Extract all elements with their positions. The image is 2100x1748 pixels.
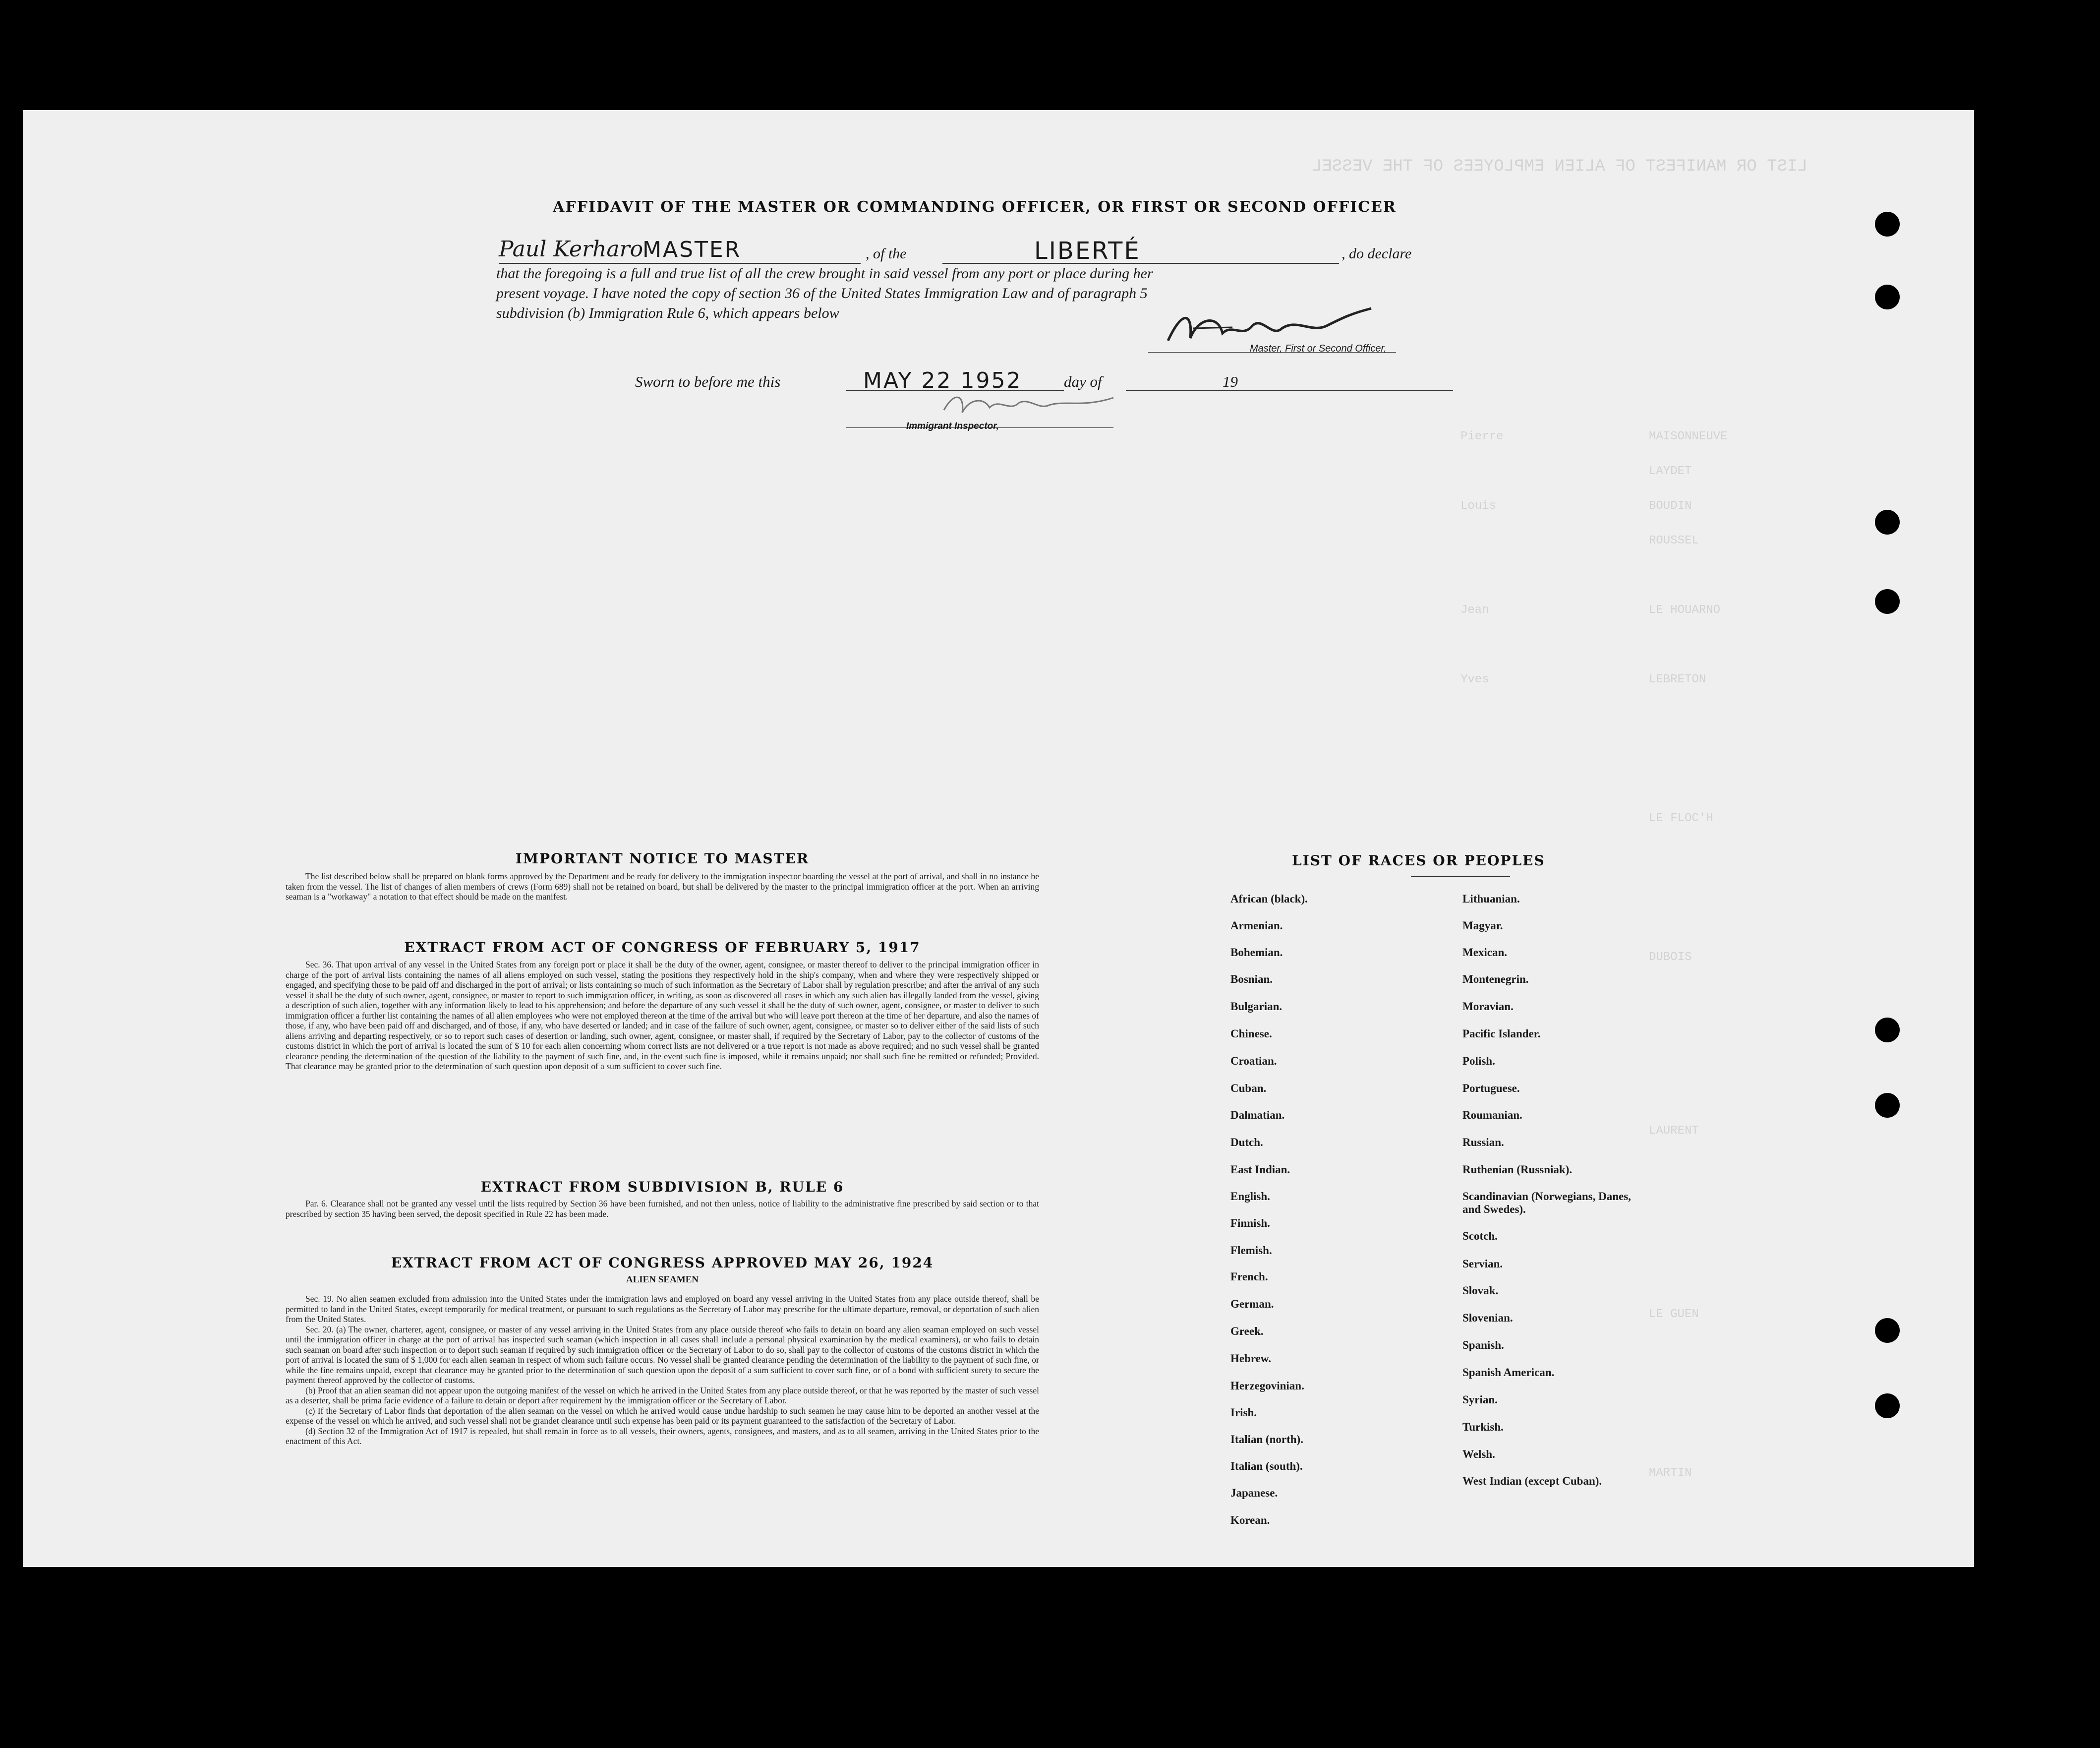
race-item: Dutch.: [1230, 1136, 1263, 1148]
race-item: French.: [1230, 1270, 1268, 1283]
affidavit-line-4: subdivision (b) Immigration Rule 6, which appears below: [496, 305, 839, 321]
sworn-date-stamp: MAY 22 1952: [863, 368, 1022, 393]
race-item: Bohemian.: [1230, 946, 1283, 959]
race-item: Dalmatian.: [1230, 1109, 1285, 1121]
race-item: Magyar.: [1462, 919, 1503, 932]
race-item: Finnish.: [1230, 1217, 1270, 1229]
punch-hole: [1875, 1018, 1900, 1042]
bleed-through-text: ROUSSEL: [1649, 534, 1699, 547]
race-item: Herzegovinian.: [1230, 1380, 1304, 1392]
affidavit-line-2: that the foregoing is a full and true list of all the crew brought in said vessel from any port or place during her: [496, 265, 1153, 282]
sworn-prefix: Sworn to before me this: [635, 373, 781, 390]
inspector-signature: [940, 385, 1118, 420]
race-item: Slovenian.: [1462, 1312, 1513, 1324]
race-item: West Indian (except Cuban).: [1462, 1475, 1602, 1487]
punch-hole: [1875, 1093, 1900, 1118]
race-item: Italian (north).: [1230, 1433, 1303, 1446]
extract-rule6-heading: EXTRACT FROM SUBDIVISION B, RULE 6: [480, 1179, 844, 1195]
year-prefix: 19: [1223, 373, 1238, 390]
year-line: [1240, 390, 1294, 391]
race-item: Montenegrin.: [1462, 973, 1529, 985]
race-item: Pacific Islander.: [1462, 1027, 1541, 1040]
races-heading: LIST OF RACES OR PEOPLES: [1292, 852, 1545, 869]
sec-20a: Sec. 20. (a) The owner, charterer, agent, consignee, or master of any vessel arriving in the United States from any place outside thereof who fails to detain on board any alien seaman employed on such vessel until the immigration officer in charge at the port of arrival has inspected such seaman (which inspection in all cases shall include a personal physical examination by the medical examiners), or who fails to detain such seaman on board after such inspection or to deport such seaman if required by such immigration officer or the Secretary of Labor to do so, shall pay to the collector of customs of the customs district in which the port of arrival is located the sum of $ 1,000 for each alien seaman in respect of whom such failure occurs. No vessel shall be granted clearance pending the determination of the liability to the payment of such fine, or while the fine remains unpaid, except that clearance may be granted prior to the determination of such question upon the deposit of a sum sufficient to cover such fine, or of a bond with sufficient surety to secure the payment thereof approved by the collector of customs.: [286, 1324, 1039, 1385]
punch-hole: [1875, 1318, 1900, 1343]
races-heading-rule: [1411, 876, 1510, 877]
punch-hole: [1875, 589, 1900, 614]
race-item: Moravian.: [1462, 1000, 1514, 1013]
race-item: English.: [1230, 1190, 1270, 1203]
punch-hole: [1875, 510, 1900, 535]
sec-20c: (c) If the Secretary of Labor finds that deportation of the alien seaman on the vessel on which he arrived would cause undue hardship to such seamen he may cause him to be deported an another vessel at the expense of the vessel on which he arrived, and such vessel shall not be grandet clearance until such expense has been paid or its payment guaranteed to the satisfaction of the Secretary of Labor.: [286, 1405, 1039, 1426]
bleed-through-text: LIST OR MANIFEST OF ALIEN EMPLOYEES OF THE VESSEL: [1312, 157, 1808, 176]
sec-19: Sec. 19. No alien seamen excluded from admission into the United States under the immigration laws and employed on board any vessel arriving in the United States from any place outside thereof, shall be permitted to land in the United States, except temporarily for medical treatment, or pursuant to such regulations as the Secretary of Labor may prescribe for the ultimate departure, removal, or deportation of such alien from the United States.: [286, 1294, 1039, 1324]
bleed-through-text: BOUDIN: [1649, 499, 1692, 513]
race-item: Armenian.: [1230, 919, 1283, 932]
race-item: Roumanian.: [1462, 1109, 1522, 1121]
bleed-through-text: Jean: [1460, 603, 1489, 617]
master-caption: Master, First or Second Officer,: [1250, 343, 1387, 354]
race-item: Flemish.: [1230, 1244, 1272, 1257]
master-title: MASTER: [642, 237, 742, 262]
do-declare-label: , do declare: [1342, 245, 1412, 262]
bleed-through-text: LAURENT: [1649, 1124, 1699, 1138]
race-item: Spanish American.: [1462, 1366, 1555, 1379]
bleed-through-text: LE FLOC'H: [1649, 812, 1713, 825]
punch-hole: [1875, 285, 1900, 309]
race-item: Slovak.: [1462, 1284, 1499, 1297]
affidavit-heading: AFFIDAVIT OF THE MASTER OR COMMANDING OFFICER, OR FIRST OR SECOND OFFICER: [553, 198, 1397, 216]
race-item: Greek.: [1230, 1325, 1264, 1337]
race-item: Croatian.: [1230, 1055, 1277, 1067]
race-item: Chinese.: [1230, 1027, 1272, 1040]
vessel-name: LIBERTÉ: [1034, 237, 1141, 265]
bleed-through-text: Pierre: [1460, 430, 1504, 443]
race-item: Korean.: [1230, 1514, 1270, 1526]
race-item: Ruthenian (Russniak).: [1462, 1163, 1573, 1176]
extract-1924-body: [286, 1294, 1039, 1447]
race-item: Hebrew.: [1230, 1352, 1271, 1365]
extract-1924-heading: EXTRACT FROM ACT OF CONGRESS APPROVED MAY 26, 1924: [391, 1255, 934, 1271]
sec-20b: (b) Proof that an alien seaman did not appear upon the outgoing manifest of the vessel on which he arrived in the United States from any place outside thereof, or that he was reported by the master of such vessel as a deserter, shall be prima facie evidence of a failure to detain or deport after requirement by the immigration officer or the Secretary of Labor.: [286, 1385, 1039, 1405]
extract-1917-body: Sec. 36. That upon arrival of any vessel in the United States from any foreign port or place it shall be the duty of the owner, agent, consignee, or master thereof to deliver to the principal immigration officer in charge of the port of arrival lists containing the names of all aliens employed on such vessel, stating the positions they respectively hold in the ship's company, when and where they were respectively shipped or engaged, and specifying those to be paid off and discharged in the port of arrival; or lists containing so much of such information as the Secretary of Labor shall by regulation prescribe; and after the arrival of any such vessel it shall be the duty of such owner, agent, consignee, or master to report to such immigration officer, in writing, as soon as discovered all cases in which any such alien has illegally landed from the vessel, giving a description of such alien, together with any information likely to lead to his apprehension; and before the departure of any such vessel it shall be the duty of such owner, agent, consignee, or master to deliver to such immigration officer a further list containing the names of all alien employees who were not employed thereon at the time of the arrival but who will leave port thereon at the time of her departure, and also the names of those, if any, who have been paid off and discharged, and of those, if any, who have deserted or landed; and in case of the failure of such owner, agent, consignee, or master so to deliver either of the said lists of such aliens arriving and departing respectively, or so to report such cases of desertion or landing, such owner, agent, consignee, or master shall, if required by the Secretary of Labor, pay to the collector of customs of the customs district in which the port of arrival is located the sum of $ 10 for each alien concerning whom correct lists are not delivered or a true report is not made as above required; and no such vessel shall be granted clearance pending the determination of the question of the liability to the payment of such fine, and, in the event such fine is imposed, while it remains unpaid; nor shall such fine be remitted or refunded; Provided. That clearance may be granted prior to the determination of such question upon deposit of a sum sufficient to cover such fine.: [286, 960, 1039, 1071]
race-item: Portuguese.: [1462, 1082, 1520, 1094]
vessel-name-line: [942, 263, 1339, 264]
bleed-through-text: LE GUEN: [1649, 1308, 1699, 1321]
alien-seamen-subheading: ALIEN SEAMEN: [626, 1274, 699, 1285]
race-item: Japanese.: [1230, 1487, 1278, 1499]
race-item: Polish.: [1462, 1055, 1495, 1067]
of-the-label: , of the: [866, 245, 907, 262]
race-item: Bosnian.: [1230, 973, 1273, 985]
race-item: German.: [1230, 1298, 1274, 1310]
race-item: Cuban.: [1230, 1082, 1267, 1094]
race-item: Bulgarian.: [1230, 1000, 1283, 1013]
bleed-through-text: MAISONNEUVE: [1649, 430, 1728, 443]
document-page: [23, 110, 1974, 1567]
master-name-line: [499, 263, 861, 264]
affidavit-line-3: present voyage. I have noted the copy of section 36 of the United States Immigration Law and of paragraph 5: [496, 285, 1148, 301]
race-item: Italian (south).: [1230, 1460, 1303, 1472]
extract-rule6-body: Par. 6. Clearance shall not be granted any vessel until the lists required by Section 36 have been furnished, and not then unless, notice of liability to the administrative fine prescribed by said section or to that prescribed by section 35 having been served, the deposit specified in Rule 22 has been made.: [286, 1199, 1039, 1219]
bleed-through-text: LE HOUARNO: [1649, 603, 1721, 617]
race-item: Scotch.: [1462, 1230, 1498, 1242]
extract-1917-heading: EXTRACT FROM ACT OF CONGRESS OF FEBRUARY 5, 1917: [404, 939, 921, 956]
race-item: Welsh.: [1462, 1448, 1495, 1460]
race-item: East Indian.: [1230, 1163, 1290, 1176]
notice-body: The list described below shall be prepared on blank forms approved by the Department and be ready for delivery to the immigration inspector boarding the vessel at the port of arrival, and shall in no instance be taken from the vessel. The list of changes of alien members of crews (Form 689) shall not be retained on board, but shall be delivered by the master to the principal immigration officer at the port. When an arriving seaman is a "workaway" a notation to that effect should be made on the manifest.: [286, 871, 1039, 902]
bleed-through-text: Yves: [1460, 673, 1489, 686]
bleed-through-text: LEBRETON: [1649, 673, 1706, 686]
master-signature-name: Paul Kerharo: [499, 237, 643, 262]
sec-20d: (d) Section 32 of the Immigration Act of 1917 is repealed, but shall remain in force as to all vessels, their owners, agents, consignees, and masters, and as to all seamen, arriving in the United States prior to the enactment of this Act.: [286, 1426, 1039, 1446]
inspector-caption: Immigrant Inspector,: [906, 421, 999, 431]
bleed-through-text: LAYDET: [1649, 465, 1692, 478]
punch-hole: [1875, 1393, 1900, 1418]
race-item: Syrian.: [1462, 1393, 1498, 1406]
bleed-through-text: Louis: [1460, 499, 1497, 513]
race-item: Mexican.: [1462, 946, 1508, 959]
race-item: Scandinavian (Norwegians, Danes, and Swedes).: [1462, 1190, 1631, 1215]
race-item: Spanish.: [1462, 1339, 1504, 1351]
punch-hole: [1875, 212, 1900, 237]
race-item: Russian.: [1462, 1136, 1504, 1148]
day-of-label: day of: [1064, 373, 1102, 390]
notice-heading: IMPORTANT NOTICE TO MASTER: [515, 850, 810, 867]
bleed-through-text: DUBOIS: [1649, 951, 1692, 964]
race-item: Irish.: [1230, 1406, 1257, 1419]
race-item: Servian.: [1462, 1258, 1503, 1270]
race-item: Lithuanian.: [1462, 893, 1520, 905]
bleed-through-text: MARTIN: [1649, 1466, 1692, 1480]
race-item: Turkish.: [1462, 1421, 1504, 1433]
race-item: African (black).: [1230, 893, 1308, 905]
